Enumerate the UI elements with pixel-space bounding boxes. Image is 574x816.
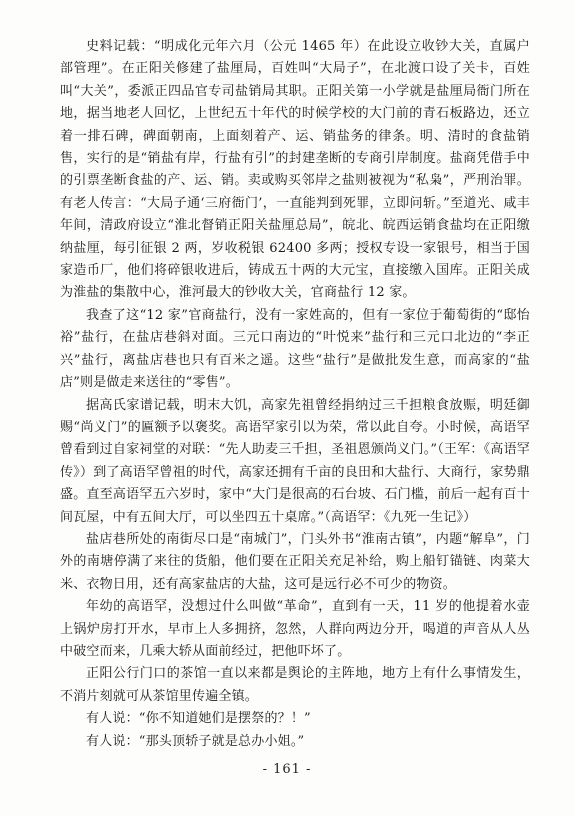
paragraph-teahouse: 正阳公行门口的茶馆一直以来都是舆论的主阵地，地方上有什么事情发生，不消片刻就可从茶馆里传遍全镇。 [60, 666, 530, 704]
paragraph-salt-shops: 我查了这“12 家”官商盐行，没有一家姓高的，但有一家位于葡萄街的“邸怡裕”盐行，在盐店巷斜对面。三元口南边的“叶悦来”盐行和三元口北边的“李正兴”盐行，离盐店巷也只有百米之遥。这些“盐行”是做批发生意，而高家的“盐店”则是做走来送往的“零售”。 [60, 307, 530, 391]
paragraph-dialogue-1: 有人说：“你不知道她们是摆祭的？！” [86, 711, 311, 727]
page-body [60, 36, 530, 753]
paragraph-dialogue-2: 有人说：“那头顶轿子就是总办小姐。” [86, 733, 305, 749]
paragraph-south-gate: 盐店巷所处的南街尽口是“南城门”，门头外书“淮南古镇”，内题“解阜”，门外的南塘停满了来往的货船，他们要在正阳关充足补给，购上船钉锚链、肉菜大米、衣物日用，还有高家盐店的大盐，这可是远行必不可少的物资。 [60, 531, 530, 592]
paragraph-family-genealogy: 据高氏家谱记载，明末大饥，高家先祖曾经捐纳过三千担粮食放赈，明廷御赐“尚义门”的匾额予以褒奖。高语罕家引以为荣，常以此自夸。小时候，高语罕曾看到过自家祠堂的对联：“先人助麦三千担，圣祖恩颁尚义门。”（王军：《高语罕传》）到了高语罕曾祖的时代，高家还拥有千亩的良田和大盐行、大商行，家势鼎盛。直至高语罕五六岁时，家中“大门是很高的石台坡、石门槛，前后一起有百十间瓦屋，中有五间大厅，可以坐四五十桌席。”（高语罕：《九死一生记》） [60, 397, 530, 525]
paragraph-young-gao: 年幼的高语罕，没想过什么叫做“革命”，直到有一天，11 岁的他提着水壶上锅炉房打开水，早市上人多拥挤，忽然，人群向两边分开，喝道的声音从人丛中破空而来，几乘大轿从面前经过，把他吓坏了。 [60, 599, 530, 659]
paragraph-historical-records: 史料记载：“明成化元年六月（公元 1465 年）在此设立收钞大关，直属户部管理”。在正阳关修建了盐厘局，百姓叫“大局子”，在北渡口设了关卡，百姓叫“大关”，委派正四品官专司盐销局其职。正阳关第一小学就是盐厘局衙门所在地，据当地老人回忆，上世纪五十年代的时候学校的大门前的青石板路边，还立着一排石碑，碑面朝南，上面刻着产、运、销盐务的律条。明、清时的食盐销售，实行的是“销盐有岸，行盐有引”的封建垄断的专商引岸制度。盐商凭借手中的引票垄断食盐的产、运、销。卖或购买邻岸之盐则被视为“私枭”，严刑治罪。有老人传言：“大局子通‘三府衙门’，一直能判到死罪，立即问斩。”至道光、咸丰年间，清政府设立“淮北督销正阳关盐厘总局”，皖北、皖西运销食盐均在正阳缴纳盐厘，每引征银 2 两，岁收税银 62400 多两；授权专设一家银号，相当于国家造币厂，他们将碎银收进后，铸成五十两的大元宝，直接缴入国库。正阳关成为淮盐的集散中心，淮河最大的钞收大关，官商盐行 12 家。 [60, 39, 530, 301]
page-number: - 161 - [262, 762, 312, 777]
